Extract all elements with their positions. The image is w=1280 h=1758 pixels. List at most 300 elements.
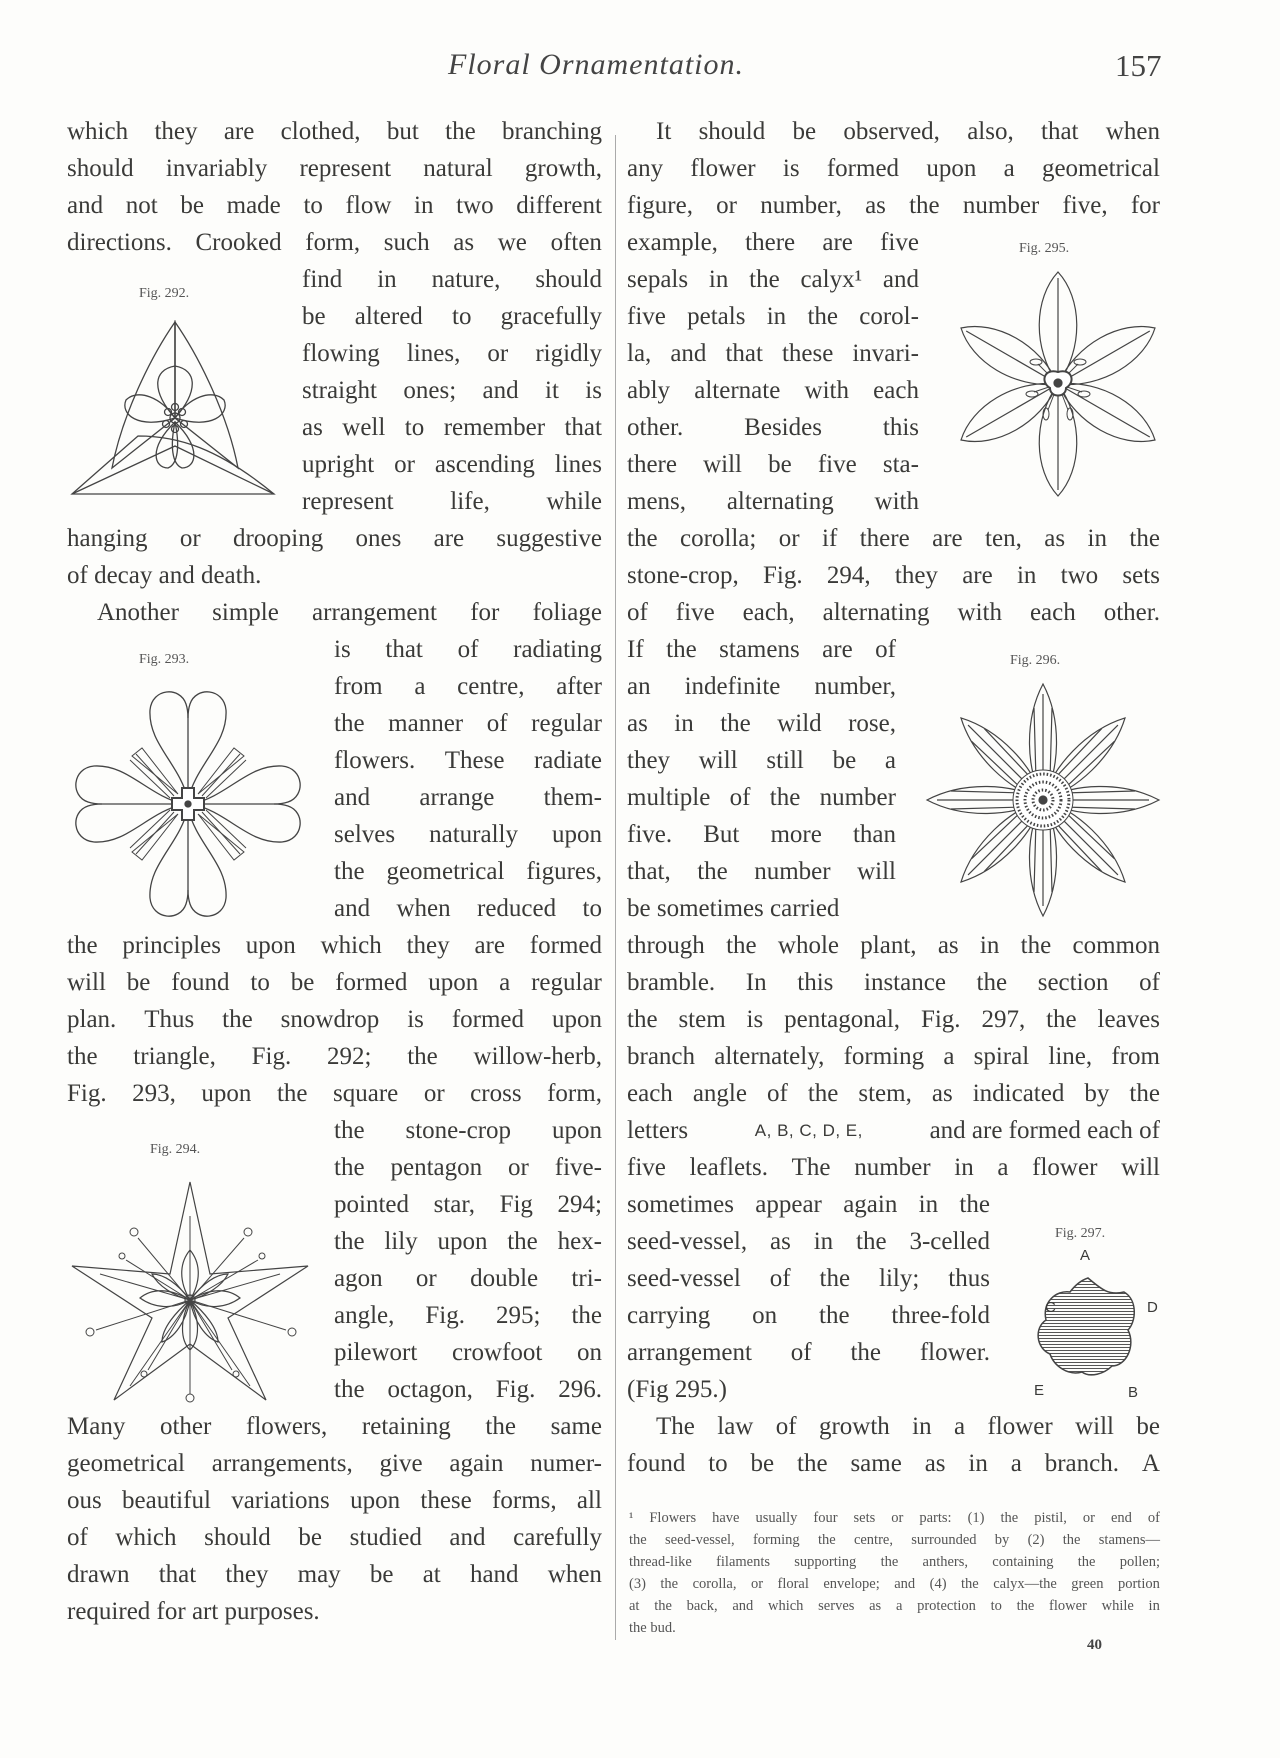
word: and [670, 340, 707, 367]
word: be [832, 747, 857, 774]
word: the [1020, 932, 1052, 959]
text-line [302, 335, 602, 372]
word: invari- [852, 340, 919, 367]
word: through [627, 932, 705, 959]
word: will [1121, 1154, 1160, 1181]
word: are [932, 525, 963, 552]
word: any [627, 155, 664, 182]
word: arrangements, [211, 1450, 353, 1477]
word: lily; [879, 1265, 920, 1292]
word: willow-herb, [473, 1043, 602, 1070]
word: they [225, 1561, 269, 1588]
word: or [716, 192, 737, 219]
word: It [656, 118, 672, 145]
word: the [334, 858, 365, 885]
word: be [180, 192, 204, 219]
word: flower [1049, 1598, 1087, 1614]
word: that [1041, 118, 1079, 145]
footnote-line [629, 1596, 1160, 1617]
word: should [67, 155, 134, 182]
word: Fig. [920, 1006, 961, 1033]
word: five- [554, 1154, 602, 1181]
word: in [414, 192, 434, 219]
word: drawn [67, 1561, 130, 1588]
word: usually [755, 1510, 798, 1526]
word: these [781, 340, 834, 367]
word: five [817, 451, 857, 478]
word: at [422, 1561, 441, 1588]
text-line [334, 631, 602, 668]
word: regular [531, 710, 602, 737]
word: which [115, 1524, 177, 1551]
word: are [433, 525, 465, 552]
word: all [576, 1487, 602, 1514]
word: on [576, 1339, 602, 1366]
word: find [302, 266, 343, 293]
word: there [627, 451, 677, 478]
word: to [582, 895, 602, 922]
word: rose, [848, 710, 896, 737]
text-line [334, 1334, 602, 1371]
word: hex- [557, 1228, 602, 1255]
text-line [627, 1445, 1160, 1482]
word: figures, [526, 858, 602, 885]
word: when [1105, 118, 1160, 145]
word: stone-crop, [627, 562, 739, 589]
text-line [627, 1223, 990, 1260]
word: represent [299, 155, 392, 182]
running-header-title: Floral Ornamentation. [448, 48, 744, 81]
word: law [717, 1413, 754, 1440]
word: a [1010, 1450, 1022, 1477]
word: example, [627, 229, 718, 256]
word: at [629, 1598, 640, 1614]
figure-296-pilewort-crowfoot-illustration [918, 680, 1168, 922]
text-line [334, 1186, 602, 1223]
word: they [406, 932, 450, 959]
word: still [766, 747, 804, 774]
word: represent [302, 488, 394, 515]
word: be [290, 969, 315, 996]
word: the [629, 1532, 647, 1548]
word: other. [1103, 599, 1160, 626]
text-line [627, 1297, 990, 1334]
word: made [226, 192, 281, 219]
word: be [126, 969, 151, 996]
text-line [67, 224, 602, 261]
word: and [894, 1576, 916, 1592]
word: will [67, 969, 106, 996]
word: the [1000, 1510, 1019, 1526]
word: as [865, 192, 886, 219]
word: flowers. [334, 747, 416, 774]
word: five [675, 599, 715, 626]
word: the [797, 1450, 828, 1477]
word: in [1087, 525, 1107, 552]
word: in [1148, 1598, 1160, 1614]
word: flowers, [246, 1413, 328, 1440]
word: upon [551, 1117, 602, 1144]
text-line [334, 705, 602, 742]
text-line [627, 668, 896, 705]
figure-caption-296: Fig. 296. [1010, 653, 1061, 668]
word: regular [531, 969, 602, 996]
text-line [334, 779, 602, 816]
word: as [769, 1228, 791, 1255]
word: as [302, 414, 323, 441]
word: upon [245, 932, 296, 959]
word: will [698, 747, 738, 774]
word: stamens— [1098, 1532, 1160, 1548]
word: there [745, 229, 796, 256]
word: also, [967, 118, 1014, 145]
text-line [334, 742, 602, 779]
word: of [775, 1413, 797, 1440]
word: in [377, 266, 397, 293]
word: remember [443, 414, 546, 441]
word: serves [818, 1598, 855, 1614]
text-line [627, 927, 1160, 964]
word: that, [627, 858, 671, 885]
word: (4) [929, 1576, 947, 1592]
word: section [1037, 969, 1109, 996]
word: arrangement [312, 599, 437, 626]
word: agon [334, 1265, 383, 1292]
word: pollen; [1119, 1554, 1160, 1570]
word: in [979, 932, 1000, 959]
text-line [334, 1112, 602, 1149]
word: or [423, 1080, 445, 1107]
word: alternate [694, 377, 781, 404]
word: the [720, 710, 751, 737]
word: wild [777, 710, 822, 737]
word: branch [627, 1043, 696, 1070]
word: in [674, 710, 694, 737]
word: as [931, 1080, 953, 1107]
figure-reference: (Fig 295.) [627, 1376, 727, 1403]
word: upright [302, 451, 375, 478]
word: is [407, 1006, 424, 1033]
word: upon [926, 155, 977, 182]
word: appear [755, 1191, 822, 1218]
word: numer- [530, 1450, 602, 1477]
word: flowing [302, 340, 380, 367]
word: growth [818, 1413, 890, 1440]
word: each, [742, 599, 795, 626]
word: These [444, 747, 505, 774]
text-line [67, 1482, 602, 1519]
word: such [383, 229, 430, 256]
word: is [746, 1006, 764, 1033]
word: foliage [532, 599, 602, 626]
word: 292; [327, 1043, 372, 1070]
word: the [485, 1413, 516, 1440]
word: when [396, 895, 451, 922]
word: petals [687, 303, 746, 330]
word: which [67, 118, 129, 145]
word: will [857, 858, 896, 885]
word: surrounded [911, 1532, 977, 1548]
word: from [1111, 1043, 1160, 1070]
word: be [750, 1450, 775, 1477]
word: a [953, 1413, 966, 1440]
word: with [957, 599, 1002, 626]
word: they [627, 747, 671, 774]
word: formed [826, 155, 900, 182]
word: the [660, 1576, 679, 1592]
word: we [497, 229, 527, 256]
word: the [726, 932, 757, 959]
word: found [627, 1450, 686, 1477]
word: will [1075, 1413, 1114, 1440]
word: or [891, 1510, 904, 1526]
word: stem [678, 1006, 726, 1033]
word: should [204, 1524, 271, 1551]
word: (2) [1027, 1532, 1045, 1548]
text-line [627, 409, 919, 446]
word: ably [627, 377, 671, 404]
word: five. [627, 821, 673, 848]
word: with [874, 488, 919, 515]
word: is [334, 636, 351, 663]
text-line [627, 631, 896, 668]
word: stamens [719, 636, 800, 663]
word: flow [345, 192, 392, 219]
word: are [223, 118, 255, 145]
word: the [1129, 525, 1160, 552]
word: five, [1062, 192, 1108, 219]
text-line [627, 779, 896, 816]
word: five [627, 1154, 666, 1181]
word: flower [987, 1413, 1053, 1440]
word: be [1136, 1413, 1160, 1440]
text-line [334, 1149, 602, 1186]
word: it [545, 377, 559, 404]
word: as [1044, 525, 1066, 552]
text-line [67, 1001, 602, 1038]
word: corolla, [692, 1576, 737, 1592]
text-line [627, 1038, 1160, 1075]
text-line [67, 964, 602, 1001]
word: the [654, 1598, 672, 1614]
stem-section-shape [1038, 1278, 1134, 1375]
word: lines [554, 451, 602, 478]
text-line [627, 1075, 1160, 1112]
word: this [797, 969, 834, 996]
word: as [924, 1450, 946, 1477]
stem-label-e: E [1034, 1382, 1045, 1399]
word: multiple [627, 784, 711, 811]
word: are [822, 636, 853, 663]
text-line [334, 816, 602, 853]
word: the [334, 1376, 365, 1403]
word: to [250, 969, 270, 996]
word: each [1029, 599, 1076, 626]
word: should [535, 266, 602, 293]
word: the [334, 1117, 365, 1144]
word: ones [355, 525, 402, 552]
word: The [656, 1413, 695, 1440]
word: nature, [431, 266, 501, 293]
text-line [627, 261, 919, 298]
text-line [627, 1260, 990, 1297]
word: clothed, [280, 118, 361, 145]
word: forming [843, 1043, 925, 1070]
word: simple [212, 599, 279, 626]
word: or [508, 1154, 529, 1181]
text-line-with-letters [627, 1112, 1160, 1149]
word: manner [388, 710, 464, 737]
word: upon [428, 969, 479, 996]
word: natural [423, 155, 493, 182]
word: 3-celled [909, 1228, 990, 1255]
word: again [843, 1191, 898, 1218]
word: rigidly [535, 340, 602, 367]
word: stone-crop [405, 1117, 512, 1144]
text-line [67, 1408, 602, 1445]
text-line [627, 1334, 990, 1371]
word: which [768, 1598, 804, 1614]
text-line [334, 668, 602, 705]
word: thus [948, 1265, 990, 1292]
word: a [895, 1598, 903, 1614]
word: or [179, 525, 201, 552]
word: gracefully [500, 303, 602, 330]
word: centre, [457, 673, 525, 700]
word: straight [302, 377, 377, 404]
word: figure, [627, 192, 693, 219]
text-line [627, 483, 919, 520]
word: alternately, [714, 1043, 825, 1070]
word: protection [917, 1598, 976, 1614]
word: naturally [429, 821, 518, 848]
word: 296. [558, 1376, 602, 1403]
stem-label-d: D [1147, 1299, 1159, 1316]
word: as [937, 932, 959, 959]
word: number [962, 192, 1040, 219]
word: the [819, 1265, 851, 1292]
word: that [725, 340, 763, 367]
word: indefinite [684, 673, 781, 700]
word: ous [67, 1487, 102, 1514]
word: If [627, 636, 644, 663]
word: square [333, 1080, 399, 1107]
word: anthers, [922, 1554, 969, 1570]
text-line [302, 483, 602, 520]
word: stem, [858, 1080, 912, 1107]
word: different [516, 192, 602, 219]
word: Another [97, 599, 179, 626]
word: found [171, 969, 230, 996]
page-number: 157 [1115, 48, 1162, 83]
word: sets [1122, 562, 1160, 589]
word: of [67, 1524, 88, 1551]
text-line [627, 298, 919, 335]
word: the [959, 1191, 990, 1218]
text-line [627, 187, 1160, 224]
word: Thus [144, 1006, 195, 1033]
text-line [627, 372, 919, 409]
word: (1) [967, 1510, 985, 1526]
word: Fig [499, 1191, 533, 1218]
word: 293, [132, 1080, 176, 1107]
word: the [507, 1228, 538, 1255]
word: end [1110, 1510, 1132, 1526]
word: the [749, 266, 780, 293]
word: to [404, 414, 425, 441]
word: containing [992, 1554, 1054, 1570]
word: life, [450, 488, 490, 515]
word: filaments [716, 1554, 771, 1570]
figure-294-stone-crop-illustration [68, 1180, 312, 1402]
word: beautiful [122, 1487, 211, 1514]
word: number [754, 858, 831, 885]
word: tri- [571, 1265, 602, 1292]
word: on [752, 1302, 778, 1329]
word: is [782, 155, 800, 182]
text-line [627, 1149, 1160, 1186]
word: angle, [334, 1302, 395, 1329]
word: the [627, 525, 658, 552]
word: lines, [406, 340, 461, 367]
word: a [884, 747, 896, 774]
word: the [850, 1339, 881, 1366]
word: the [697, 858, 728, 885]
word: leaves [1097, 1006, 1160, 1033]
figure-292-snowdrop-illustration [68, 318, 282, 504]
word: spiral [973, 1043, 1030, 1070]
word: five [627, 303, 666, 330]
word: other [159, 1413, 212, 1440]
word: be [792, 118, 817, 145]
word: Fig. [67, 1080, 107, 1107]
word: pentagonal, [784, 1006, 901, 1033]
text-line [67, 1445, 602, 1482]
word: Fig. [763, 562, 803, 589]
word: form, [305, 229, 361, 256]
word: not [125, 192, 158, 219]
word: them- [543, 784, 602, 811]
word: formed [451, 1006, 525, 1033]
word: floral [777, 1576, 809, 1592]
text-line [627, 224, 919, 261]
text-line [334, 853, 602, 890]
word: five [880, 229, 919, 256]
word: be [302, 303, 326, 330]
text-line [627, 335, 919, 372]
word: in [918, 1191, 939, 1218]
text-line [627, 1001, 1160, 1038]
word: of [766, 1080, 788, 1107]
word: altered [354, 303, 423, 330]
text-line [302, 372, 602, 409]
word: arrange [419, 784, 495, 811]
word: sometimes [627, 1191, 734, 1218]
signature-mark: 40 [1087, 1637, 1102, 1653]
word: the [769, 784, 801, 811]
word: star, [433, 1191, 475, 1218]
word: flower. [919, 1339, 990, 1366]
word: the [1077, 1554, 1096, 1570]
figure-caption-295: Fig. 295. [1019, 241, 1070, 256]
word: In [745, 969, 767, 996]
word: in [766, 303, 787, 330]
word: common [1072, 932, 1160, 959]
word: each [627, 1080, 673, 1107]
word: have [712, 1510, 740, 1526]
word: Many [67, 1413, 126, 1440]
word: directions. [67, 229, 172, 256]
